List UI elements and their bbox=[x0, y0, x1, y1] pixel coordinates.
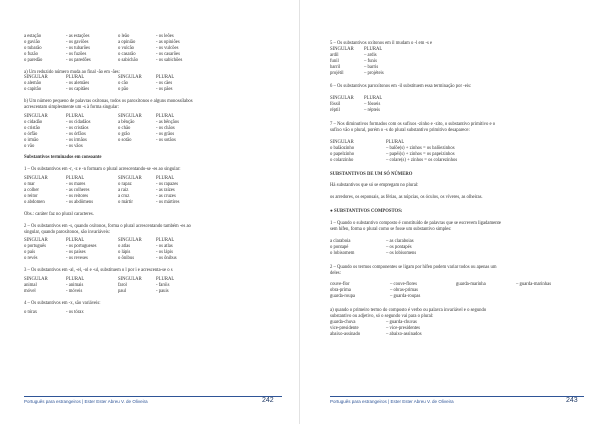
cell: - os fuzões bbox=[66, 51, 87, 57]
cell: - os capitães bbox=[66, 87, 90, 93]
footer-rule bbox=[330, 396, 584, 397]
cell: - os mares bbox=[66, 182, 86, 188]
cell: o cidadão bbox=[24, 119, 43, 125]
cell: – couve-flores bbox=[390, 282, 417, 288]
cell: - os órfãos bbox=[66, 131, 86, 137]
cell: o pontapé bbox=[330, 244, 349, 250]
cell: - os irmãos bbox=[66, 137, 87, 143]
cell: guarda-marinha bbox=[456, 282, 486, 288]
cell: - os reitores bbox=[66, 193, 89, 199]
left-page-content bbox=[24, 34, 276, 316]
rule-2-line2: singular, quando paroxítonos, são invariáveis: bbox=[24, 229, 110, 235]
table-row bbox=[24, 87, 276, 93]
cell: o chão bbox=[118, 125, 131, 131]
header-cell: PLURAL bbox=[156, 238, 175, 244]
table-row bbox=[330, 294, 582, 300]
cell: - as estações bbox=[66, 34, 90, 39]
cell: - os rapazes bbox=[156, 182, 179, 188]
cell: – funis bbox=[364, 58, 377, 64]
cell: - os sabichões bbox=[156, 57, 183, 63]
cell: o vulcão bbox=[118, 45, 135, 51]
cell: couve-flor bbox=[330, 282, 350, 288]
cell: o lápis bbox=[118, 250, 131, 256]
rule-7-line2: sufixo vão o plural, porém o -s do plural substantivo primitivo desaparece: bbox=[330, 127, 470, 133]
paragraph-b-line2: acrescentam simplesmente um -s à forma singular: bbox=[24, 105, 120, 111]
cell: guarda-chuva bbox=[330, 320, 356, 325]
cell: – guarda-roupas bbox=[390, 294, 421, 300]
cell: guarda-roupa bbox=[330, 294, 355, 300]
cell: - os vulcões bbox=[156, 45, 179, 51]
cell: o casarão bbox=[118, 51, 136, 57]
page-number: 243 bbox=[566, 397, 578, 404]
table-row bbox=[330, 158, 582, 164]
cell: farol bbox=[118, 282, 127, 288]
cell: - as bênçãos bbox=[156, 119, 179, 125]
cell: - os reveses bbox=[66, 256, 88, 262]
header-cell: PLURAL bbox=[66, 113, 85, 119]
cell: o abdomen bbox=[24, 199, 45, 205]
cell: - móveis bbox=[66, 288, 83, 294]
cell: – os lobisomens bbox=[386, 250, 417, 256]
compound-rule-1-line2: sem hífen, forma o plural como se fosse um substantivo simples: bbox=[330, 227, 452, 233]
cell: fóssil bbox=[330, 102, 341, 108]
cell: a raiz bbox=[118, 188, 129, 194]
cell: o balãozinho bbox=[330, 145, 355, 151]
cell: – guarda-marinhas bbox=[516, 282, 552, 288]
cell: – abaixo-assinados bbox=[386, 331, 422, 337]
cell: - os cristãos bbox=[66, 125, 89, 131]
cell: o colarzinho bbox=[330, 157, 354, 163]
cell: – vice-presidentes bbox=[386, 325, 420, 331]
cell: - os cidadãos bbox=[66, 119, 91, 125]
cell: o país bbox=[24, 250, 36, 256]
cell: o gavião bbox=[24, 39, 41, 45]
cell: o sabichão bbox=[118, 57, 138, 63]
header-cell: SINGULAR bbox=[24, 176, 48, 182]
cell: – répteis bbox=[364, 108, 381, 114]
cell: o papelzinho bbox=[330, 151, 355, 157]
table-row bbox=[24, 58, 276, 64]
cell: o rapaz bbox=[118, 182, 132, 188]
cell: – as claraboias bbox=[386, 238, 414, 244]
table-row bbox=[330, 108, 582, 114]
table-row bbox=[24, 289, 276, 295]
cell: obra-prima bbox=[330, 288, 351, 294]
table-row bbox=[24, 256, 276, 262]
compound-rule-2-line1: 2 – Quando os termos componentes se ligam por hífen podem variar todos ou apenas um bbox=[330, 264, 497, 270]
cell: o cão bbox=[118, 81, 129, 87]
single-number-examples: os arredores, os esponsais, as férias, as núpcias, os óculos, os víveres, as olheiras. bbox=[330, 195, 483, 201]
cell: - animais bbox=[66, 282, 84, 288]
header-cell: PLURAL bbox=[364, 96, 383, 102]
cell: - os paredões bbox=[66, 57, 91, 63]
header-cell: SINGULAR bbox=[24, 277, 48, 282]
header-cell: PLURAL bbox=[156, 176, 175, 182]
cell: o ônibus bbox=[118, 256, 135, 262]
cell: – ardis bbox=[364, 52, 377, 58]
paragraph-a: a) Um reduzido número muda ao final -ão em -ães: bbox=[24, 69, 120, 75]
header-cell: SINGULAR bbox=[118, 176, 142, 182]
footer-rule bbox=[24, 396, 282, 397]
rule-5: 5 – Os substantivos oxítonos em il mudam o -l em -s e bbox=[330, 41, 433, 46]
cell: abaixo-assinado bbox=[330, 331, 361, 337]
cell: móvel bbox=[24, 288, 36, 294]
header-cell: PLURAL bbox=[66, 176, 85, 182]
header-cell: SINGULAR bbox=[24, 113, 48, 119]
cell: - os tubarões bbox=[66, 45, 90, 51]
right-page bbox=[300, 0, 600, 424]
cell: a claraboia bbox=[330, 238, 351, 244]
section-heading-single-number: SUBSTANTIVOS DE UM SÓ NÚMERO bbox=[330, 171, 413, 177]
cell: o cristão bbox=[24, 125, 41, 131]
table-row bbox=[24, 144, 276, 150]
footer-text: Português para estrangeiros | Ester Ester Abreu V. de Oliveira bbox=[330, 399, 454, 404]
cell: a colher bbox=[24, 188, 39, 194]
footer-text: Português para estrangeiros | Ester Ester Abreu V. de Oliveira bbox=[24, 399, 148, 404]
cell: o reitor bbox=[24, 193, 38, 199]
right-page-content bbox=[330, 34, 582, 338]
header-cell: SINGULAR bbox=[118, 75, 142, 81]
cell: o sotão bbox=[118, 137, 132, 143]
cell: – papéi(s) + zinhos = os papeizinhos bbox=[386, 151, 455, 157]
header-cell: PLURAL bbox=[156, 277, 175, 282]
observation-note: Obs.: caráter faz no plural caracteres. bbox=[24, 211, 94, 217]
cell: - os tórax bbox=[66, 309, 84, 315]
cell: – os pontapés bbox=[386, 244, 412, 250]
cell: o fuzão bbox=[24, 51, 38, 57]
cell: projétil bbox=[330, 70, 344, 76]
table-row bbox=[24, 200, 276, 206]
cell: - as cruzes bbox=[156, 193, 176, 199]
cell: - os mártires bbox=[156, 199, 180, 205]
table-row bbox=[330, 71, 582, 77]
cell bbox=[156, 144, 216, 150]
cell: o pão bbox=[118, 87, 129, 93]
cell: barril bbox=[330, 64, 341, 70]
compound-rule-2-line2: deles: bbox=[330, 270, 341, 276]
cell: - os países bbox=[66, 250, 86, 256]
cell: o tubarão bbox=[24, 45, 42, 51]
page-number: 242 bbox=[262, 397, 274, 404]
cell: - pauis bbox=[156, 288, 169, 294]
cell: o mártir bbox=[118, 199, 133, 205]
cell: a estação bbox=[24, 34, 42, 39]
cell: - os alemães bbox=[66, 81, 90, 87]
rule-2-line1: 2 – Os substantivos em -s, quando oxítonos, forma o plural acrescentando também -es ao bbox=[24, 223, 191, 229]
single-number-text: Há substantivos que só se empregam no plural: bbox=[330, 183, 419, 189]
table-row bbox=[330, 332, 582, 338]
cell: réptil bbox=[330, 108, 340, 114]
cell: - as raízes bbox=[156, 188, 175, 194]
section-heading-compound: ● SUBSTANTIVOS COMPOSTOS: bbox=[330, 209, 403, 215]
cell: - faróis bbox=[156, 282, 170, 288]
cell: - os grãos bbox=[156, 131, 175, 137]
cell: o lobisomem bbox=[330, 250, 355, 256]
cell: o grão bbox=[118, 131, 130, 137]
rule-1: 1 – Os substantivos em -r, -z e -n formam o plural acrescentando-se -es ao singular: bbox=[24, 167, 181, 173]
rule-3: 3 – Os substantivos em -al, -el, -ol e -ul, substituem o l por i e acrescenta-se o s bbox=[24, 268, 173, 274]
header-cell: PLURAL bbox=[66, 277, 85, 282]
compound-rule-2a-line2: substantivo ou adjetivo, só o segundo vai para o plural: bbox=[330, 314, 434, 320]
cell: vice-presidente bbox=[330, 325, 359, 331]
cell: - os portugueses bbox=[66, 244, 97, 250]
cell: - os abdômens bbox=[66, 199, 94, 205]
cell: – colare(s) + zinhos = os colarezinhos bbox=[386, 157, 458, 163]
cell: – balõe(s) + zinhos = os balõezinhos bbox=[386, 145, 455, 151]
cell: - as opiniões bbox=[156, 39, 180, 45]
cell: ardil bbox=[330, 52, 339, 58]
cell: o mar bbox=[24, 182, 35, 188]
cell: animal bbox=[24, 282, 37, 288]
table-row bbox=[24, 310, 276, 316]
cell: - os vãos bbox=[66, 143, 83, 149]
cell: a opinião bbox=[118, 39, 136, 45]
cell: – fósseis bbox=[364, 102, 381, 108]
ao-plural-table bbox=[24, 34, 276, 64]
header-cell: SINGULAR bbox=[330, 96, 354, 102]
cell: a cruz bbox=[118, 193, 130, 199]
header-cell: PLURAL bbox=[66, 75, 85, 81]
rule-4: 4 – Os substantivos em -x, são variáveis: bbox=[24, 300, 101, 306]
compound-rule-2a-line1: a) quando o primeiro termo do composto é verbo ou palavra invariável e o segundo bbox=[330, 308, 487, 314]
cell: o órfão bbox=[24, 131, 38, 137]
cell: o tórax bbox=[24, 309, 38, 315]
rule-6: 6 – Os substantivos paroxítonos em -il substituem essa terminação por -eis: bbox=[330, 84, 472, 90]
cell: o paredão bbox=[24, 57, 43, 63]
header-cell: SINGULAR bbox=[330, 46, 354, 52]
header-cell: PLURAL bbox=[386, 139, 405, 145]
cell: - os sotãos bbox=[156, 137, 176, 143]
cell: - os atlas bbox=[156, 244, 173, 250]
cell: o alemão bbox=[24, 81, 42, 87]
table-row bbox=[330, 251, 582, 257]
cell: o capitão bbox=[24, 87, 42, 93]
cell: - os ônibus bbox=[156, 256, 177, 262]
cell: a bênção bbox=[118, 119, 135, 125]
header-cell: SINGULAR bbox=[118, 238, 142, 244]
cell: – obras-primas bbox=[390, 288, 418, 294]
compound-rule-1-line1: 1 – Quando o substantivo composto é constituído de palavras que se escrevem ligadamente bbox=[330, 221, 501, 227]
cell: - as colheres bbox=[66, 188, 90, 194]
cell: - os casarões bbox=[156, 51, 180, 57]
cell: o atlas bbox=[118, 244, 131, 250]
cell: - os leões bbox=[156, 34, 174, 39]
header-cell: SINGULAR bbox=[330, 139, 354, 145]
section-heading-consonant: Substantivos terminados em consoante bbox=[24, 155, 102, 161]
cell: paul bbox=[118, 288, 127, 294]
cell: - os chãos bbox=[156, 125, 175, 131]
cell: - os lápis bbox=[156, 250, 173, 256]
paragraph-b-line1: b) Um número pequeno de palavras oxítonas, todos os paroxítonos e alguns monossílabos bbox=[24, 99, 193, 105]
cell: o irmão bbox=[24, 137, 39, 143]
header-cell: PLURAL bbox=[364, 46, 383, 52]
cell: - os cães bbox=[156, 81, 173, 87]
cell: - os gaviões bbox=[66, 39, 89, 45]
cell: o português bbox=[24, 244, 47, 250]
header-cell: SINGULAR bbox=[24, 75, 48, 81]
header-cell: PLURAL bbox=[66, 238, 85, 244]
header-cell: SINGULAR bbox=[118, 277, 142, 282]
cell: – guarda-chuvas bbox=[386, 320, 417, 325]
rule-7-line1: 7 – Nos diminutivos formados com os sufixos -zinho e -zito, o substantivo primitivo e o bbox=[330, 122, 496, 128]
cell: o revés bbox=[24, 256, 38, 262]
cell: – barris bbox=[364, 64, 379, 70]
header-cell: SINGULAR bbox=[118, 113, 142, 119]
cell: – projéteis bbox=[364, 70, 384, 76]
cell: o vão bbox=[24, 143, 35, 149]
header-cell: PLURAL bbox=[156, 113, 175, 119]
cell: o leão bbox=[118, 34, 130, 39]
cell: funil bbox=[330, 58, 339, 64]
header-cell: SINGULAR bbox=[24, 238, 48, 244]
header-cell: PLURAL bbox=[156, 75, 175, 81]
cell bbox=[118, 144, 156, 150]
cell: - os pães bbox=[156, 87, 173, 93]
